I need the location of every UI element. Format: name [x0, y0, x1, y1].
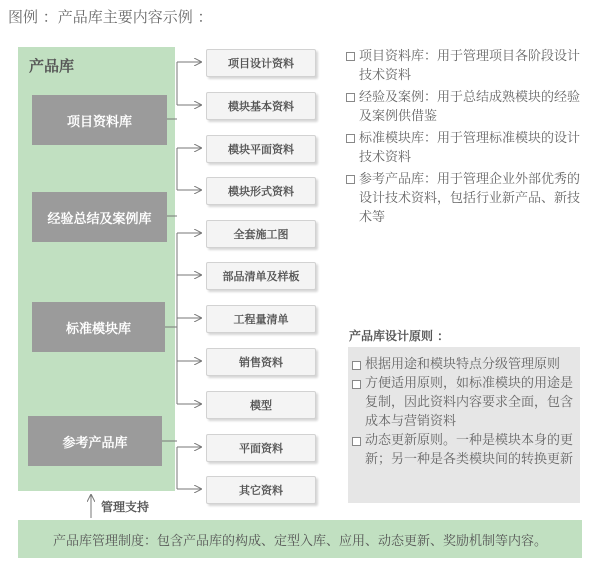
category-project-library: 项目资料库: [32, 95, 167, 145]
doc-module-form: 模块形式资料: [206, 177, 316, 205]
category-reference-product-library: 参考产品库: [28, 416, 162, 466]
doc-module-basic: 模块基本资料: [206, 92, 316, 120]
management-system-bar: 产品库管理制度：包含产品库的构成、定型入库、应用、动态更新、奖励机制等内容。: [18, 520, 582, 558]
doc-model: 模型: [206, 391, 316, 419]
doc-sales: 销售资料: [206, 348, 316, 376]
doc-project-design: 项目设计资料: [206, 49, 316, 77]
diagram-title: 图例 ：产品库主要内容示例 ：: [8, 8, 213, 26]
doc-module-plan: 模块平面资料: [206, 135, 316, 163]
doc-parts-list: 部品清单及样板: [206, 262, 316, 290]
principle-item: 方便适用原则，如标准模块的用途是复制，因此资料内容要求全面，包含成本与营销资料: [352, 374, 574, 431]
category-standard-module-library: 标准模块库: [32, 302, 165, 352]
category-experience-case-library: 经验总结及案例库: [32, 192, 167, 242]
description-item: 项目资料库：用于管理项目各阶段设计技术资料: [346, 47, 586, 85]
management-support-label: 管理支持: [101, 500, 150, 514]
principles-box: [348, 347, 580, 503]
description-item: 参考产品库：用于管理企业外部优秀的设计技术资料，包括行业新产品、新技术等: [346, 170, 586, 227]
library-descriptions: [346, 47, 586, 230]
doc-plan: 平面资料: [206, 434, 316, 462]
description-item: 标准模块库：用于管理标准模块的设计技术资料: [346, 129, 586, 167]
principle-item: 根据用途和模块特点分级管理原则: [352, 355, 574, 374]
principle-item: 动态更新原则。一种是模块本身的更新；另一种是各类模块间的转换更新: [352, 431, 574, 469]
description-item: 经验及案例：用于总结成熟模块的经验及案例供借鉴: [346, 88, 586, 126]
doc-other: 其它资料: [206, 476, 316, 504]
doc-construction-drawings: 全套施工图: [206, 220, 316, 248]
doc-quantity-list: 工程量清单: [206, 305, 316, 333]
principles-title: 产品库设计原则 ：: [349, 329, 450, 343]
panel-title: 产品库: [29, 57, 75, 75]
